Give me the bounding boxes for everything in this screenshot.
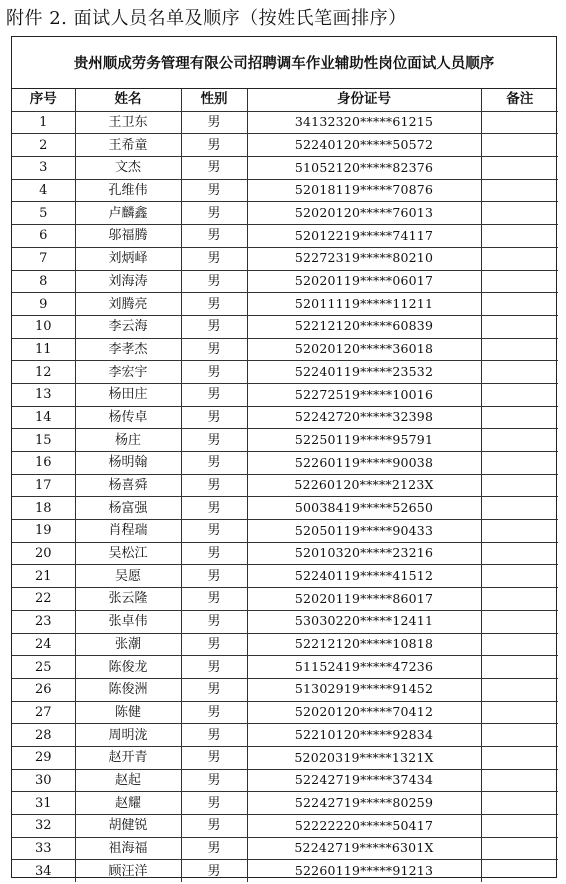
cell-remarks (481, 724, 558, 747)
table-row (12, 134, 558, 157)
table-row (12, 497, 558, 520)
cell-number: 33 (12, 837, 75, 860)
cell-id-number: 52020119*****06017 (247, 270, 481, 293)
table-row (12, 361, 558, 384)
cell-id-number: 52242719*****6301X (247, 837, 481, 860)
cell-name: 赵起 (75, 769, 181, 792)
cell-id-number: 52020319*****1321X (247, 746, 481, 769)
cell-number: 31 (12, 792, 75, 815)
cell-remarks (481, 520, 558, 543)
table-row (12, 202, 558, 225)
cell-name: 杨田庄 (75, 383, 181, 406)
table-row (12, 542, 558, 565)
cell-number: 13 (12, 383, 75, 406)
cell-id-number: 52050119*****90433 (247, 520, 481, 543)
table-row (12, 520, 558, 543)
cell-number: 16 (12, 452, 75, 475)
cell-number: 24 (12, 633, 75, 656)
cell-number: 30 (12, 769, 75, 792)
cell-id-number: 51302919*****91452 (247, 678, 481, 701)
cell-remarks (481, 610, 558, 633)
cell-name: 杨富强 (75, 497, 181, 520)
cell-name: 赵开青 (75, 746, 181, 769)
cell-name: 李孝杰 (75, 338, 181, 361)
cell-name: 李云海 (75, 315, 181, 338)
cell-id-number: 52260119*****91213 (247, 860, 481, 882)
cell-remarks (481, 860, 558, 882)
col-header-number: 序号 (12, 89, 75, 111)
cell-id-number: 52250119*****95791 (247, 429, 481, 452)
cell-remarks (481, 225, 558, 248)
cell-remarks (481, 202, 558, 225)
cell-id-number: 52012219*****74117 (247, 225, 481, 248)
cell-gender: 男 (181, 588, 247, 611)
cell-gender: 男 (181, 565, 247, 588)
cell-number: 26 (12, 678, 75, 701)
table-row (12, 383, 558, 406)
cell-name: 杨庄 (75, 429, 181, 452)
cell-id-number: 50038419*****52650 (247, 497, 481, 520)
cell-gender: 男 (181, 678, 247, 701)
cell-id-number: 52272519*****10016 (247, 383, 481, 406)
cell-gender: 男 (181, 497, 247, 520)
cell-number: 28 (12, 724, 75, 747)
cell-name: 杨喜舜 (75, 474, 181, 497)
cell-remarks (481, 179, 558, 202)
table-row (12, 701, 558, 724)
cell-remarks (481, 134, 558, 157)
table-row (12, 157, 558, 180)
cell-remarks (481, 815, 558, 838)
table-row (12, 565, 558, 588)
cell-remarks (481, 792, 558, 815)
cell-remarks (481, 452, 558, 475)
cell-name: 吴松江 (75, 542, 181, 565)
cell-remarks (481, 406, 558, 429)
cell-remarks (481, 293, 558, 316)
cell-id-number: 34132320*****61215 (247, 111, 481, 134)
col-header-gender: 性别 (181, 89, 247, 111)
cell-name: 邬福腾 (75, 225, 181, 248)
cell-remarks (481, 361, 558, 384)
cell-gender: 男 (181, 225, 247, 248)
cell-name: 顾汪洋 (75, 860, 181, 882)
cell-name: 王希童 (75, 134, 181, 157)
cell-remarks (481, 588, 558, 611)
cell-name: 孔维伟 (75, 179, 181, 202)
cell-remarks (481, 746, 558, 769)
cell-gender: 男 (181, 815, 247, 838)
cell-gender: 男 (181, 724, 247, 747)
cell-remarks (481, 701, 558, 724)
table-row (12, 610, 558, 633)
cell-number: 10 (12, 315, 75, 338)
cell-gender: 男 (181, 315, 247, 338)
cell-number: 19 (12, 520, 75, 543)
cell-name: 陈俊龙 (75, 656, 181, 679)
cell-id-number: 52240120*****50572 (247, 134, 481, 157)
cell-number: 14 (12, 406, 75, 429)
table-row (12, 656, 558, 679)
cell-name: 张卓伟 (75, 610, 181, 633)
col-header-remarks: 备注 (481, 89, 558, 111)
cell-id-number: 52260119*****90038 (247, 452, 481, 475)
cell-id-number: 52210120*****92834 (247, 724, 481, 747)
cell-name: 祖海福 (75, 837, 181, 860)
cell-name: 杨传卓 (75, 406, 181, 429)
table-row (12, 247, 558, 270)
cell-number: 17 (12, 474, 75, 497)
cell-gender: 男 (181, 134, 247, 157)
cell-number: 32 (12, 815, 75, 838)
cell-name: 赵耀 (75, 792, 181, 815)
cell-name: 吴愿 (75, 565, 181, 588)
cell-name: 刘炳峄 (75, 247, 181, 270)
table-row (12, 293, 558, 316)
cell-number: 34 (12, 860, 75, 882)
cell-gender: 男 (181, 769, 247, 792)
cell-name: 胡健锐 (75, 815, 181, 838)
table-title: 贵州顺成劳务管理有限公司招聘调车作业辅助性岗位面试人员顺序 (12, 37, 556, 89)
cell-gender: 男 (181, 293, 247, 316)
cell-id-number: 52018119*****70876 (247, 179, 481, 202)
cell-id-number: 52272319*****80210 (247, 247, 481, 270)
cell-id-number: 53030220*****12411 (247, 610, 481, 633)
cell-name: 刘海涛 (75, 270, 181, 293)
cell-remarks (481, 315, 558, 338)
table-row (12, 179, 558, 202)
cell-remarks (481, 542, 558, 565)
cell-id-number: 51052120*****82376 (247, 157, 481, 180)
attachment-heading: 附件 2. 面试人员名单及顺序（按姓氏笔画排序） (6, 8, 407, 29)
cell-gender: 男 (181, 338, 247, 361)
cell-number: 20 (12, 542, 75, 565)
cell-name: 张潮 (75, 633, 181, 656)
cell-number: 7 (12, 247, 75, 270)
cell-name: 肖程瑞 (75, 520, 181, 543)
cell-id-number: 52010320*****23216 (247, 542, 481, 565)
cell-gender: 男 (181, 429, 247, 452)
table-row (12, 633, 558, 656)
cell-gender: 男 (181, 270, 247, 293)
cell-remarks (481, 429, 558, 452)
cell-number: 27 (12, 701, 75, 724)
cell-gender: 男 (181, 474, 247, 497)
cell-gender: 男 (181, 111, 247, 134)
cell-gender: 男 (181, 520, 247, 543)
cell-remarks (481, 270, 558, 293)
cell-number: 4 (12, 179, 75, 202)
cell-id-number: 52242719*****37434 (247, 769, 481, 792)
cell-id-number: 51152419*****47236 (247, 656, 481, 679)
table-body (12, 111, 558, 882)
cell-number: 6 (12, 225, 75, 248)
cell-gender: 男 (181, 247, 247, 270)
cell-id-number: 52222220*****50417 (247, 815, 481, 838)
cell-name: 卢麟鑫 (75, 202, 181, 225)
cell-name: 李宏宇 (75, 361, 181, 384)
cell-gender: 男 (181, 701, 247, 724)
cell-name: 杨明翰 (75, 452, 181, 475)
cell-gender: 男 (181, 202, 247, 225)
table-row (12, 338, 558, 361)
cell-id-number: 52240119*****23532 (247, 361, 481, 384)
cell-remarks (481, 678, 558, 701)
table-row (12, 769, 558, 792)
cell-number: 21 (12, 565, 75, 588)
cell-gender: 男 (181, 452, 247, 475)
cell-gender: 男 (181, 792, 247, 815)
cell-id-number: 52020119*****86017 (247, 588, 481, 611)
cell-number: 25 (12, 656, 75, 679)
cell-gender: 男 (181, 361, 247, 384)
cell-number: 3 (12, 157, 75, 180)
col-header-name: 姓名 (75, 89, 181, 111)
cell-id-number: 52240119*****41512 (247, 565, 481, 588)
cell-id-number: 52020120*****36018 (247, 338, 481, 361)
table-row (12, 111, 558, 134)
cell-id-number: 52242719*****80259 (247, 792, 481, 815)
cell-remarks (481, 837, 558, 860)
table-row (12, 588, 558, 611)
table-row (12, 837, 558, 860)
cell-number: 11 (12, 338, 75, 361)
cell-number: 8 (12, 270, 75, 293)
cell-id-number: 52212120*****10818 (247, 633, 481, 656)
cell-gender: 男 (181, 383, 247, 406)
header-row (12, 89, 558, 111)
cell-gender: 男 (181, 837, 247, 860)
cell-gender: 男 (181, 610, 247, 633)
cell-remarks (481, 656, 558, 679)
cell-name: 文杰 (75, 157, 181, 180)
cell-gender: 男 (181, 406, 247, 429)
cell-remarks (481, 383, 558, 406)
cell-remarks (481, 497, 558, 520)
cell-remarks (481, 769, 558, 792)
table-row (12, 792, 558, 815)
table-row (12, 724, 558, 747)
cell-gender: 男 (181, 157, 247, 180)
table-row (12, 815, 558, 838)
cell-number: 18 (12, 497, 75, 520)
cell-name: 王卫东 (75, 111, 181, 134)
cell-remarks (481, 633, 558, 656)
cell-name: 陈健 (75, 701, 181, 724)
cell-id-number: 52011119*****11211 (247, 293, 481, 316)
table-row (12, 452, 558, 475)
table-row (12, 429, 558, 452)
table-row (12, 315, 558, 338)
table-row (12, 406, 558, 429)
cell-id-number: 52020120*****76013 (247, 202, 481, 225)
table-row (12, 225, 558, 248)
cell-number: 2 (12, 134, 75, 157)
table-row (12, 746, 558, 769)
cell-gender: 男 (181, 746, 247, 769)
cell-name: 陈俊洲 (75, 678, 181, 701)
cell-gender: 男 (181, 860, 247, 882)
table-row (12, 270, 558, 293)
cell-id-number: 52260120*****2123X (247, 474, 481, 497)
interview-order-sheet (11, 36, 557, 878)
cell-remarks (481, 157, 558, 180)
cell-number: 22 (12, 588, 75, 611)
cell-number: 9 (12, 293, 75, 316)
cell-gender: 男 (181, 542, 247, 565)
table-row (12, 678, 558, 701)
cell-remarks (481, 565, 558, 588)
cell-remarks (481, 474, 558, 497)
cell-number: 15 (12, 429, 75, 452)
cell-remarks (481, 247, 558, 270)
cell-remarks (481, 111, 558, 134)
cell-name: 张云隆 (75, 588, 181, 611)
cell-name: 周明泷 (75, 724, 181, 747)
cell-gender: 男 (181, 179, 247, 202)
col-header-id-number: 身份证号 (247, 89, 481, 111)
cell-number: 29 (12, 746, 75, 769)
cell-gender: 男 (181, 656, 247, 679)
cell-name: 刘腾亮 (75, 293, 181, 316)
table-row (12, 474, 558, 497)
candidate-table (12, 89, 558, 882)
cell-number: 12 (12, 361, 75, 384)
table-row (12, 860, 558, 882)
cell-id-number: 52242720*****32398 (247, 406, 481, 429)
cell-number: 1 (12, 111, 75, 134)
cell-number: 5 (12, 202, 75, 225)
cell-id-number: 52212120*****60839 (247, 315, 481, 338)
cell-gender: 男 (181, 633, 247, 656)
cell-id-number: 52020120*****70412 (247, 701, 481, 724)
cell-remarks (481, 338, 558, 361)
cell-number: 23 (12, 610, 75, 633)
